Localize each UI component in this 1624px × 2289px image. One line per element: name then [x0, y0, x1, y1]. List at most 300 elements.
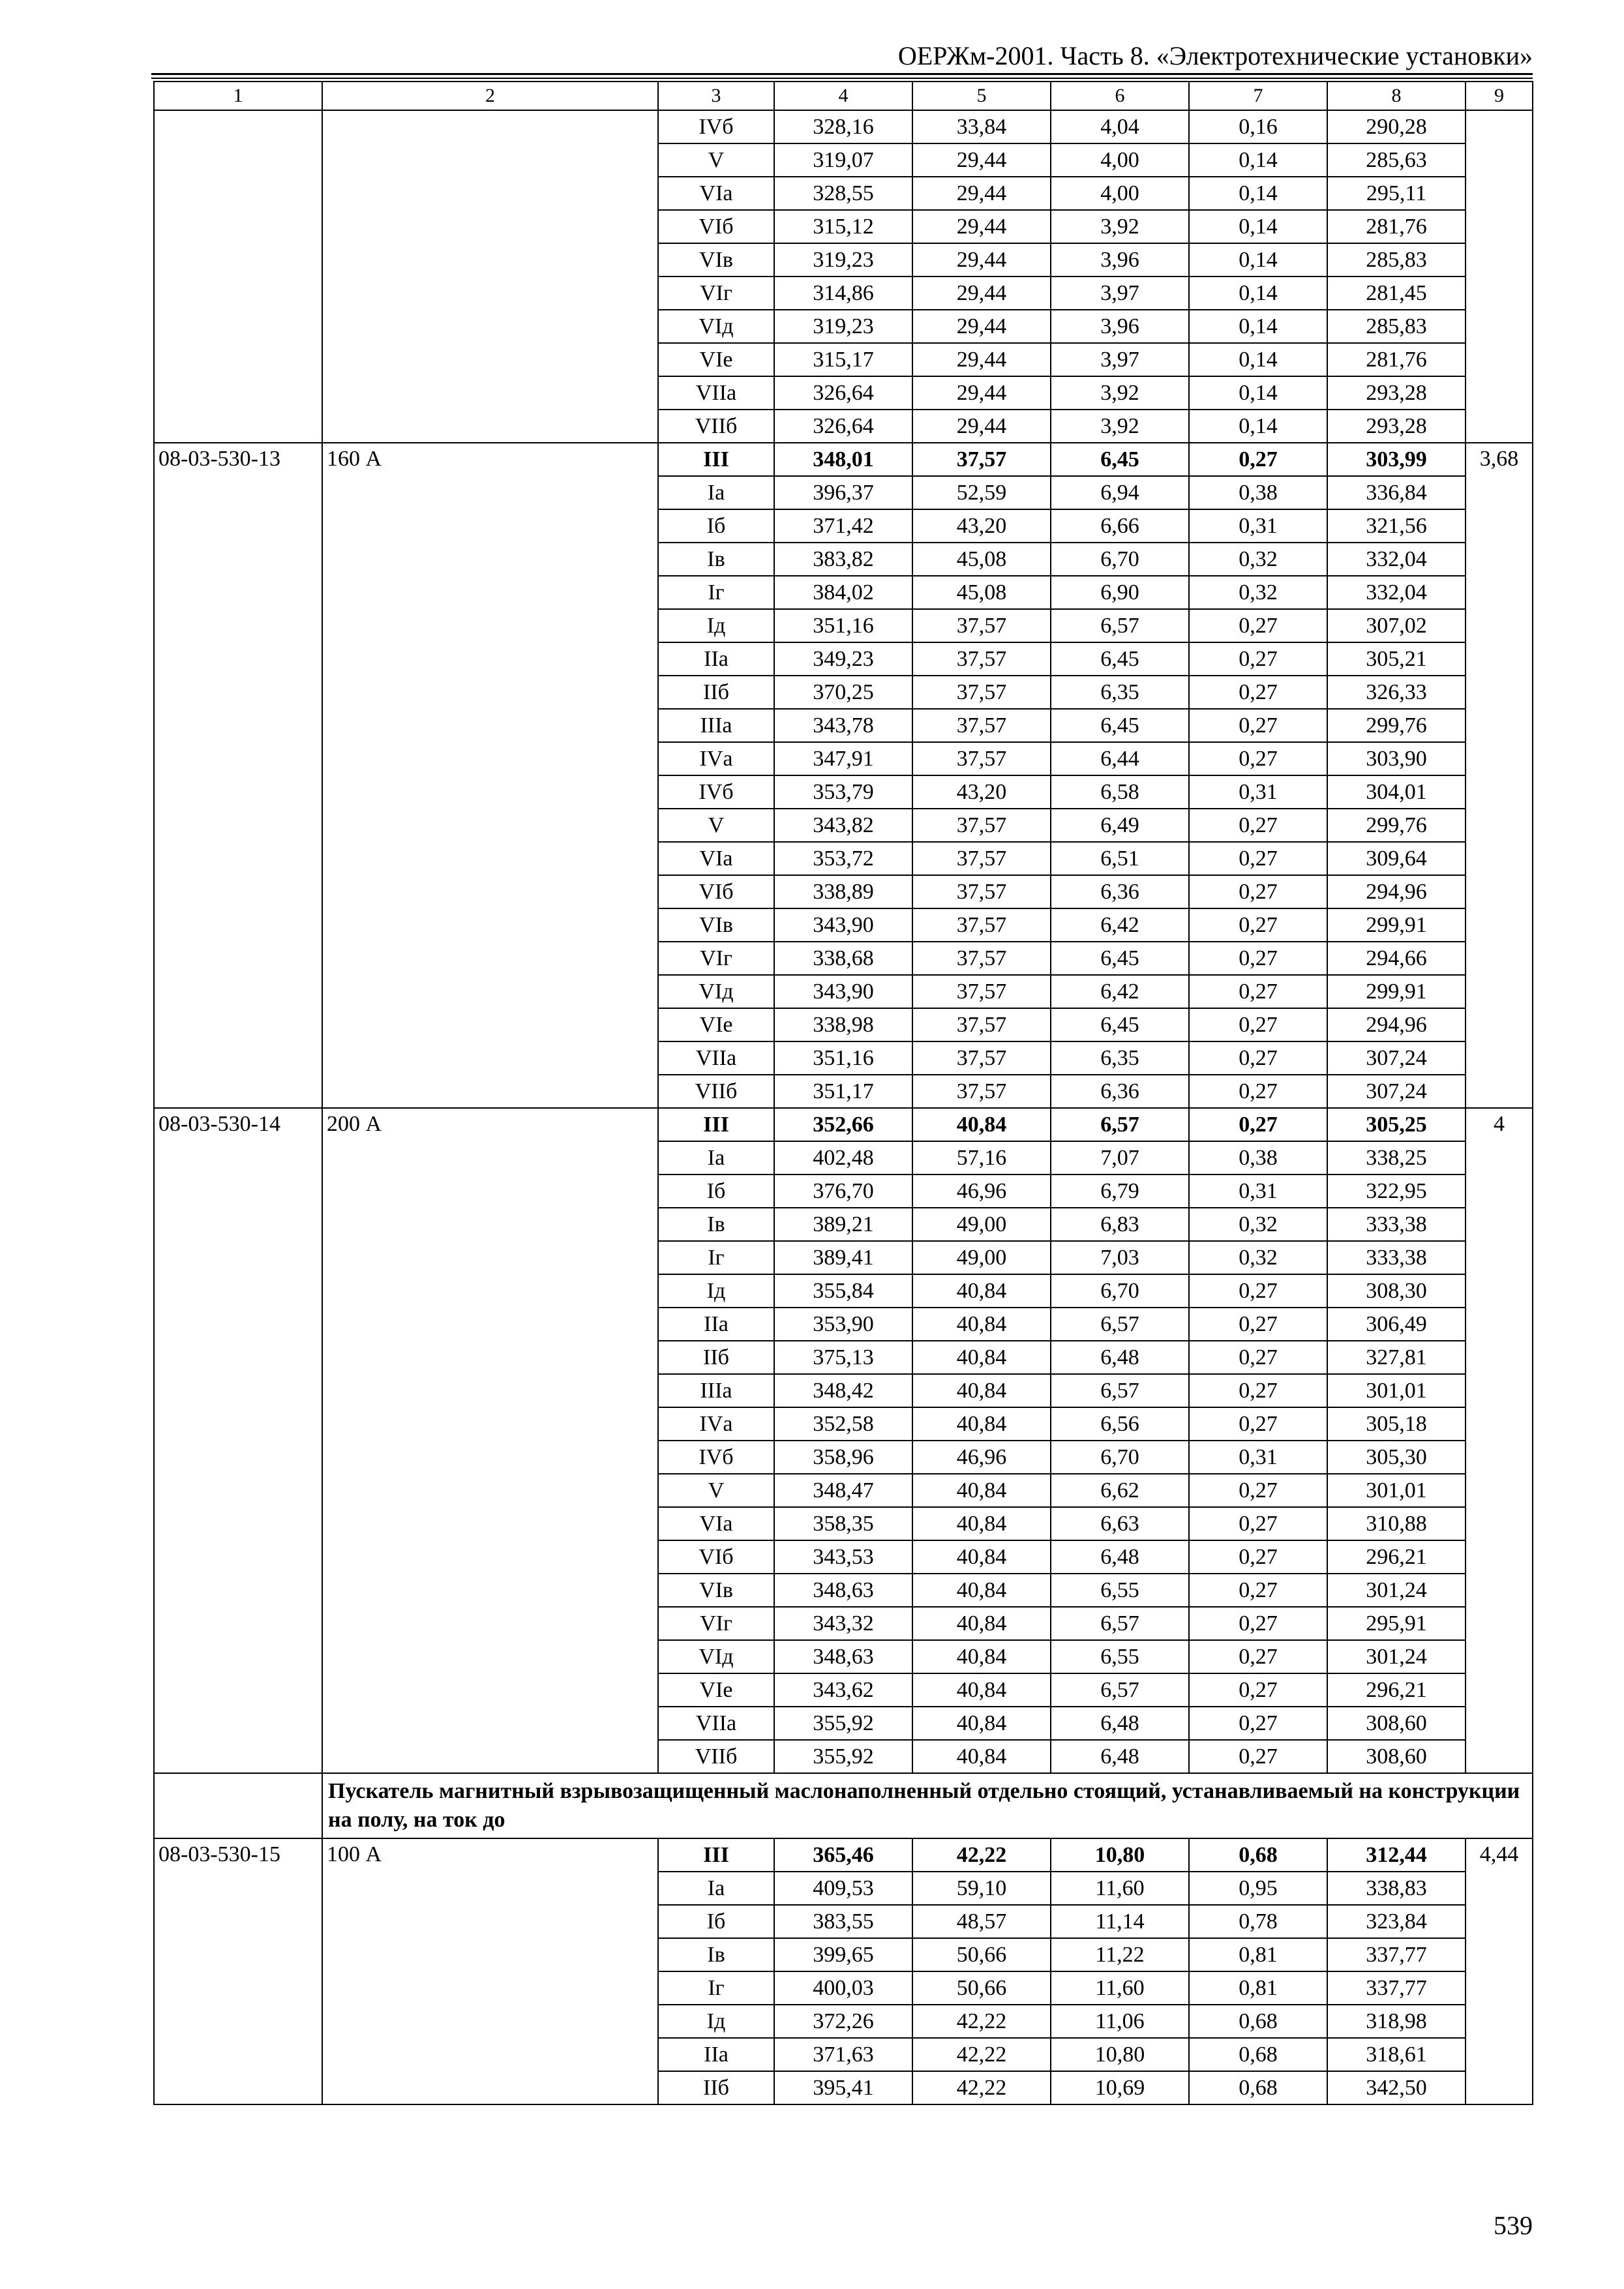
- cell-col6: 6,51: [1051, 842, 1189, 875]
- cell-col6: 6,56: [1051, 1407, 1189, 1441]
- cell-col8: 307,24: [1327, 1075, 1466, 1108]
- cell-col4: 395,41: [774, 2071, 912, 2104]
- cell-col4: 365,46: [774, 1838, 912, 1872]
- rate-code: [154, 110, 322, 443]
- cell-col5: 37,57: [912, 942, 1051, 975]
- cell-col5: 37,57: [912, 875, 1051, 908]
- cell-col6: 6,63: [1051, 1507, 1189, 1540]
- cell-col6: 6,83: [1051, 1208, 1189, 1241]
- cell-col7: 0,68: [1189, 1838, 1327, 1872]
- zone-type: VIIа: [658, 1707, 774, 1740]
- cell-col8: 301,01: [1327, 1374, 1466, 1407]
- cell-col5: 37,57: [912, 642, 1051, 676]
- column-number-row: [154, 82, 1533, 110]
- cell-col7: 0,14: [1189, 277, 1327, 310]
- cell-col8: 295,91: [1327, 1607, 1466, 1640]
- cell-col6: 6,57: [1051, 1308, 1189, 1341]
- cell-col8: 306,49: [1327, 1308, 1466, 1341]
- cell-col7: 0,32: [1189, 1208, 1327, 1241]
- cell-col6: 10,80: [1051, 2038, 1189, 2071]
- item-name: 200 А: [322, 1108, 658, 1773]
- cell-col7: 0,27: [1189, 875, 1327, 908]
- cell-col5: 40,84: [912, 1640, 1051, 1673]
- cell-col6: 6,70: [1051, 543, 1189, 576]
- cell-col6: 6,45: [1051, 1008, 1189, 1041]
- cell-col8: 337,77: [1327, 1971, 1466, 2005]
- page-header: ОЕРЖм-2001. Часть 8. «Электротехнические установки»: [897, 41, 1533, 70]
- zone-type: VIд: [658, 975, 774, 1008]
- cell-col4: 338,98: [774, 1008, 912, 1041]
- cell-col8: 338,83: [1327, 1872, 1466, 1905]
- cell-col6: 11,14: [1051, 1905, 1189, 1938]
- section-title: Пускатель магнитный взрывозащищенный маслонаполненный отдельно стоящий, устанавливаемый на конструкции на полу, на ток до: [322, 1773, 1533, 1838]
- cell-col7: 0,68: [1189, 2071, 1327, 2104]
- cell-col6: 6,45: [1051, 942, 1189, 975]
- cell-col8: 332,04: [1327, 576, 1466, 609]
- cell-col7: 0,27: [1189, 1574, 1327, 1607]
- cell-col4: 355,92: [774, 1740, 912, 1773]
- cell-col5: 45,08: [912, 576, 1051, 609]
- cell-col8: 285,83: [1327, 243, 1466, 277]
- cell-col5: 40,84: [912, 1474, 1051, 1507]
- zone-type: VIIа: [658, 1041, 774, 1075]
- cell-col6: 3,92: [1051, 410, 1189, 443]
- zone-type: VIе: [658, 1008, 774, 1041]
- cell-col8: 318,98: [1327, 2005, 1466, 2038]
- cell-col8: 323,84: [1327, 1905, 1466, 1938]
- cell-col4: 315,12: [774, 210, 912, 243]
- cell-col5: 43,20: [912, 509, 1051, 543]
- cell-col4: 352,58: [774, 1407, 912, 1441]
- zone-type: IVб: [658, 110, 774, 143]
- cell-col7: 0,27: [1189, 809, 1327, 842]
- cell-col7: 0,27: [1189, 1108, 1327, 1141]
- cell-col7: 0,31: [1189, 1441, 1327, 1474]
- cell-col8: 308,30: [1327, 1274, 1466, 1308]
- cell-col8: 336,84: [1327, 476, 1466, 509]
- cell-col6: 4,04: [1051, 110, 1189, 143]
- cell-col6: 6,45: [1051, 642, 1189, 676]
- zone-type: Iв: [658, 1208, 774, 1241]
- cell-col8: 301,01: [1327, 1474, 1466, 1507]
- cell-col8: 303,99: [1327, 443, 1466, 476]
- cell-col5: 37,57: [912, 809, 1051, 842]
- cell-col6: 6,44: [1051, 742, 1189, 775]
- cell-col5: 40,84: [912, 1574, 1051, 1607]
- cell-col8: 303,90: [1327, 742, 1466, 775]
- cell-col4: 347,91: [774, 742, 912, 775]
- zone-type: III: [658, 1108, 774, 1141]
- zone-type: Iа: [658, 1141, 774, 1174]
- zone-type: VIIб: [658, 410, 774, 443]
- cell-col5: 42,22: [912, 2071, 1051, 2104]
- cell-col5: 37,57: [912, 908, 1051, 942]
- cell-col8: 281,45: [1327, 277, 1466, 310]
- cell-col8: 337,77: [1327, 1938, 1466, 1971]
- cell-col8: 294,96: [1327, 1008, 1466, 1041]
- cell-col5: 37,57: [912, 709, 1051, 742]
- zone-type: VIв: [658, 1574, 774, 1607]
- cell-col6: 6,55: [1051, 1574, 1189, 1607]
- zone-type: IIIа: [658, 709, 774, 742]
- cell-col4: 384,02: [774, 576, 912, 609]
- cell-col7: 0,16: [1189, 110, 1327, 143]
- cell-col7: 0,68: [1189, 2038, 1327, 2071]
- cell-col8: 318,61: [1327, 2038, 1466, 2071]
- cell-col4: 351,16: [774, 609, 912, 642]
- cell-col7: 0,27: [1189, 1740, 1327, 1773]
- zone-type: VIг: [658, 1607, 774, 1640]
- cell-col7: 0,27: [1189, 842, 1327, 875]
- cell-col4: 343,32: [774, 1607, 912, 1640]
- cell-col4: 389,21: [774, 1208, 912, 1241]
- cell-col8: 312,44: [1327, 1838, 1466, 1872]
- cell-col6: 6,94: [1051, 476, 1189, 509]
- cell-col5: 57,16: [912, 1141, 1051, 1174]
- cell-col4: 371,63: [774, 2038, 912, 2071]
- cell-col6: 6,36: [1051, 1075, 1189, 1108]
- cell-col8: 296,21: [1327, 1540, 1466, 1574]
- cell-col6: 4,00: [1051, 143, 1189, 177]
- cell-col5: 40,84: [912, 1407, 1051, 1441]
- cell-col7: 0,27: [1189, 1640, 1327, 1673]
- cell-col7: 0,27: [1189, 1540, 1327, 1574]
- cell-col4: 358,35: [774, 1507, 912, 1540]
- cell-col5: 40,84: [912, 1673, 1051, 1707]
- cell-col8: 294,96: [1327, 875, 1466, 908]
- zone-type: Iг: [658, 1241, 774, 1274]
- cell-col6: 11,60: [1051, 1872, 1189, 1905]
- cell-col8: 338,25: [1327, 1141, 1466, 1174]
- cell-col6: 6,48: [1051, 1707, 1189, 1740]
- cell-col6: 6,48: [1051, 1341, 1189, 1374]
- cell-col8: 333,38: [1327, 1208, 1466, 1241]
- cell-col9: 4,44: [1466, 1838, 1533, 2104]
- cell-col4: 400,03: [774, 1971, 912, 2005]
- cell-col6: 6,57: [1051, 1673, 1189, 1707]
- header-rule-thin: [151, 78, 1533, 79]
- cell-col4: 375,13: [774, 1341, 912, 1374]
- item-name: [322, 110, 658, 443]
- cell-col5: 37,57: [912, 1041, 1051, 1075]
- zone-type: Iб: [658, 1905, 774, 1938]
- rate-code: 08-03-530-13: [154, 443, 322, 1108]
- zone-type: Iг: [658, 576, 774, 609]
- cell-col6: 6,79: [1051, 1174, 1189, 1208]
- cell-col4: 353,79: [774, 775, 912, 809]
- cell-col8: 307,02: [1327, 609, 1466, 642]
- cell-col4: 352,66: [774, 1108, 912, 1141]
- cell-col6: 6,90: [1051, 576, 1189, 609]
- zone-type: VIIа: [658, 376, 774, 410]
- cell-col4: 319,07: [774, 143, 912, 177]
- cell-col4: 351,16: [774, 1041, 912, 1075]
- cell-col7: 0,14: [1189, 177, 1327, 210]
- cell-col6: 6,45: [1051, 443, 1189, 476]
- cell-col4: 348,42: [774, 1374, 912, 1407]
- cell-col5: 45,08: [912, 543, 1051, 576]
- cell-col8: 296,21: [1327, 1673, 1466, 1707]
- cell-col6: 6,70: [1051, 1274, 1189, 1308]
- cell-col4: 328,55: [774, 177, 912, 210]
- cell-col4: 383,55: [774, 1905, 912, 1938]
- zone-type: VIб: [658, 875, 774, 908]
- cell-col5: 40,84: [912, 1707, 1051, 1740]
- cell-col6: 6,42: [1051, 908, 1189, 942]
- zone-type: V: [658, 1474, 774, 1507]
- cell-col4: 370,25: [774, 676, 912, 709]
- cell-col8: 308,60: [1327, 1740, 1466, 1773]
- cell-col5: 37,57: [912, 1008, 1051, 1041]
- cell-col6: 6,45: [1051, 709, 1189, 742]
- cell-col7: 0,14: [1189, 343, 1327, 376]
- zone-type: IIIа: [658, 1374, 774, 1407]
- cell-col8: 293,28: [1327, 410, 1466, 443]
- zone-type: IIа: [658, 1308, 774, 1341]
- zone-type: Iа: [658, 1872, 774, 1905]
- cell-col8: 299,76: [1327, 709, 1466, 742]
- cell-col6: 3,92: [1051, 210, 1189, 243]
- zone-type: VIа: [658, 177, 774, 210]
- cell-col5: 49,00: [912, 1208, 1051, 1241]
- cell-col4: 353,72: [774, 842, 912, 875]
- cell-col4: 409,53: [774, 1872, 912, 1905]
- cell-col4: 376,70: [774, 1174, 912, 1208]
- cell-col6: 6,49: [1051, 809, 1189, 842]
- table-row: [154, 110, 1533, 143]
- zone-type: Iв: [658, 543, 774, 576]
- cell-col6: 6,35: [1051, 676, 1189, 709]
- zone-type: IIб: [658, 676, 774, 709]
- zone-type: V: [658, 143, 774, 177]
- cell-col7: 0,38: [1189, 476, 1327, 509]
- cell-col5: 33,84: [912, 110, 1051, 143]
- column-number: 9: [1466, 82, 1533, 110]
- cell-col5: 29,44: [912, 310, 1051, 343]
- cell-col8: 305,30: [1327, 1441, 1466, 1474]
- cell-col4: 343,78: [774, 709, 912, 742]
- column-number: 2: [322, 82, 658, 110]
- cell-col6: 6,57: [1051, 1374, 1189, 1407]
- table-body: [154, 82, 1533, 2104]
- zone-type: IIа: [658, 642, 774, 676]
- zone-type: Iд: [658, 2005, 774, 2038]
- column-number: 1: [154, 82, 322, 110]
- cell-col8: 290,28: [1327, 110, 1466, 143]
- cell-col4: 348,63: [774, 1640, 912, 1673]
- cell-col5: 40,84: [912, 1740, 1051, 1773]
- cell-col7: 0,27: [1189, 1673, 1327, 1707]
- zone-type: III: [658, 443, 774, 476]
- rate-code: 08-03-530-15: [154, 1838, 322, 2104]
- cell-col8: 281,76: [1327, 343, 1466, 376]
- cell-col8: 307,24: [1327, 1041, 1466, 1075]
- cell-col4: 326,64: [774, 376, 912, 410]
- cell-col7: 0,14: [1189, 210, 1327, 243]
- cell-col7: 0,27: [1189, 1707, 1327, 1740]
- cell-col6: 6,57: [1051, 1108, 1189, 1141]
- cell-col5: 29,44: [912, 143, 1051, 177]
- zone-type: VIб: [658, 210, 774, 243]
- cell-col4: 396,37: [774, 476, 912, 509]
- cell-col4: 348,47: [774, 1474, 912, 1507]
- section-title-row: [154, 1773, 1533, 1838]
- cell-col7: 0,81: [1189, 1971, 1327, 2005]
- cell-col5: 59,10: [912, 1872, 1051, 1905]
- cell-col5: 29,44: [912, 343, 1051, 376]
- cell-col8: 299,91: [1327, 975, 1466, 1008]
- cell-col5: 37,57: [912, 1075, 1051, 1108]
- cell-col7: 0,31: [1189, 509, 1327, 543]
- cell-col6: 6,36: [1051, 875, 1189, 908]
- column-number: 5: [912, 82, 1051, 110]
- cell-col5: 42,22: [912, 2005, 1051, 2038]
- cell-col4: 351,17: [774, 1075, 912, 1108]
- cell-col8: 293,28: [1327, 376, 1466, 410]
- cell-col5: 40,84: [912, 1607, 1051, 1640]
- zone-type: IVб: [658, 775, 774, 809]
- section-spacer: [154, 1773, 322, 1838]
- cell-col5: 42,22: [912, 2038, 1051, 2071]
- cell-col7: 0,27: [1189, 975, 1327, 1008]
- cell-col7: 0,27: [1189, 642, 1327, 676]
- zone-type: VIг: [658, 277, 774, 310]
- cell-col8: 281,76: [1327, 210, 1466, 243]
- cell-col7: 0,27: [1189, 1407, 1327, 1441]
- cell-col5: 40,84: [912, 1341, 1051, 1374]
- cell-col8: 327,81: [1327, 1341, 1466, 1374]
- cell-col7: 0,32: [1189, 576, 1327, 609]
- cell-col6: 11,22: [1051, 1938, 1189, 1971]
- cell-col6: 7,07: [1051, 1141, 1189, 1174]
- cell-col9: [1466, 110, 1533, 443]
- cell-col7: 0,27: [1189, 942, 1327, 975]
- cell-col5: 37,57: [912, 842, 1051, 875]
- zone-type: IIб: [658, 2071, 774, 2104]
- cell-col8: 299,76: [1327, 809, 1466, 842]
- cell-col6: 6,57: [1051, 609, 1189, 642]
- cell-col7: 0,27: [1189, 709, 1327, 742]
- cell-col5: 29,44: [912, 410, 1051, 443]
- zone-type: VIв: [658, 243, 774, 277]
- cell-col4: 338,68: [774, 942, 912, 975]
- zone-type: VIа: [658, 842, 774, 875]
- cell-col7: 0,31: [1189, 775, 1327, 809]
- zone-type: III: [658, 1838, 774, 1872]
- cell-col9: 4: [1466, 1108, 1533, 1773]
- cell-col7: 0,27: [1189, 1507, 1327, 1540]
- cell-col7: 0,68: [1189, 2005, 1327, 2038]
- zone-type: Iг: [658, 1971, 774, 2005]
- zone-type: VIг: [658, 942, 774, 975]
- cell-col5: 40,84: [912, 1308, 1051, 1341]
- cell-col7: 0,31: [1189, 1174, 1327, 1208]
- cell-col5: 37,57: [912, 609, 1051, 642]
- cell-col7: 0,14: [1189, 376, 1327, 410]
- cell-col7: 0,27: [1189, 1308, 1327, 1341]
- cell-col4: 319,23: [774, 310, 912, 343]
- zone-type: VIе: [658, 343, 774, 376]
- cell-col6: 6,42: [1051, 975, 1189, 1008]
- cell-col5: 43,20: [912, 775, 1051, 809]
- table-row: [154, 1838, 1533, 1872]
- cell-col7: 0,27: [1189, 1041, 1327, 1075]
- cell-col8: 305,21: [1327, 642, 1466, 676]
- cell-col8: 304,01: [1327, 775, 1466, 809]
- cell-col7: 0,14: [1189, 143, 1327, 177]
- cell-col5: 50,66: [912, 1971, 1051, 2005]
- cell-col4: 314,86: [774, 277, 912, 310]
- cell-col8: 301,24: [1327, 1640, 1466, 1673]
- cell-col5: 40,84: [912, 1274, 1051, 1308]
- zone-type: Iа: [658, 476, 774, 509]
- zone-type: IIб: [658, 1341, 774, 1374]
- cell-col6: 7,03: [1051, 1241, 1189, 1274]
- cell-col4: 343,53: [774, 1540, 912, 1574]
- cell-col6: 11,06: [1051, 2005, 1189, 2038]
- item-name: 100 А: [322, 1838, 658, 2104]
- table-row: [154, 1108, 1533, 1141]
- cell-col8: 294,66: [1327, 942, 1466, 975]
- cell-col7: 0,27: [1189, 1607, 1327, 1640]
- cell-col4: 349,23: [774, 642, 912, 676]
- cell-col8: 326,33: [1327, 676, 1466, 709]
- zone-type: VIе: [658, 1673, 774, 1707]
- cell-col6: 3,97: [1051, 343, 1189, 376]
- cell-col7: 0,32: [1189, 1241, 1327, 1274]
- cell-col6: 3,92: [1051, 376, 1189, 410]
- cell-col8: 285,83: [1327, 310, 1466, 343]
- cell-col8: 285,63: [1327, 143, 1466, 177]
- cell-col7: 0,27: [1189, 443, 1327, 476]
- cell-col7: 0,27: [1189, 676, 1327, 709]
- zone-type: IVа: [658, 1407, 774, 1441]
- zone-type: Iв: [658, 1938, 774, 1971]
- cell-col5: 42,22: [912, 1838, 1051, 1872]
- cell-col8: 333,38: [1327, 1241, 1466, 1274]
- zone-type: Iб: [658, 1174, 774, 1208]
- zone-type: IVа: [658, 742, 774, 775]
- cell-col4: 319,23: [774, 243, 912, 277]
- cell-col7: 0,78: [1189, 1905, 1327, 1938]
- cell-col8: 321,56: [1327, 509, 1466, 543]
- cell-col7: 0,27: [1189, 1008, 1327, 1041]
- cell-col6: 6,48: [1051, 1740, 1189, 1773]
- cell-col4: 383,82: [774, 543, 912, 576]
- zone-type: VIIб: [658, 1740, 774, 1773]
- cell-col8: 305,18: [1327, 1407, 1466, 1441]
- cell-col4: 328,16: [774, 110, 912, 143]
- cell-col6: 6,70: [1051, 1441, 1189, 1474]
- zone-type: VIд: [658, 310, 774, 343]
- rates-table: [153, 81, 1533, 2105]
- column-number: 4: [774, 82, 912, 110]
- cell-col6: 10,80: [1051, 1838, 1189, 1872]
- zone-type: Iд: [658, 1274, 774, 1308]
- cell-col5: 49,00: [912, 1241, 1051, 1274]
- zone-type: IVб: [658, 1441, 774, 1474]
- cell-col5: 52,59: [912, 476, 1051, 509]
- zone-type: IIа: [658, 2038, 774, 2071]
- cell-col5: 40,84: [912, 1540, 1051, 1574]
- cell-col7: 0,14: [1189, 310, 1327, 343]
- cell-col5: 40,84: [912, 1507, 1051, 1540]
- cell-col4: 348,63: [774, 1574, 912, 1607]
- cell-col7: 0,14: [1189, 410, 1327, 443]
- cell-col4: 338,89: [774, 875, 912, 908]
- zone-type: V: [658, 809, 774, 842]
- zone-type: VIд: [658, 1640, 774, 1673]
